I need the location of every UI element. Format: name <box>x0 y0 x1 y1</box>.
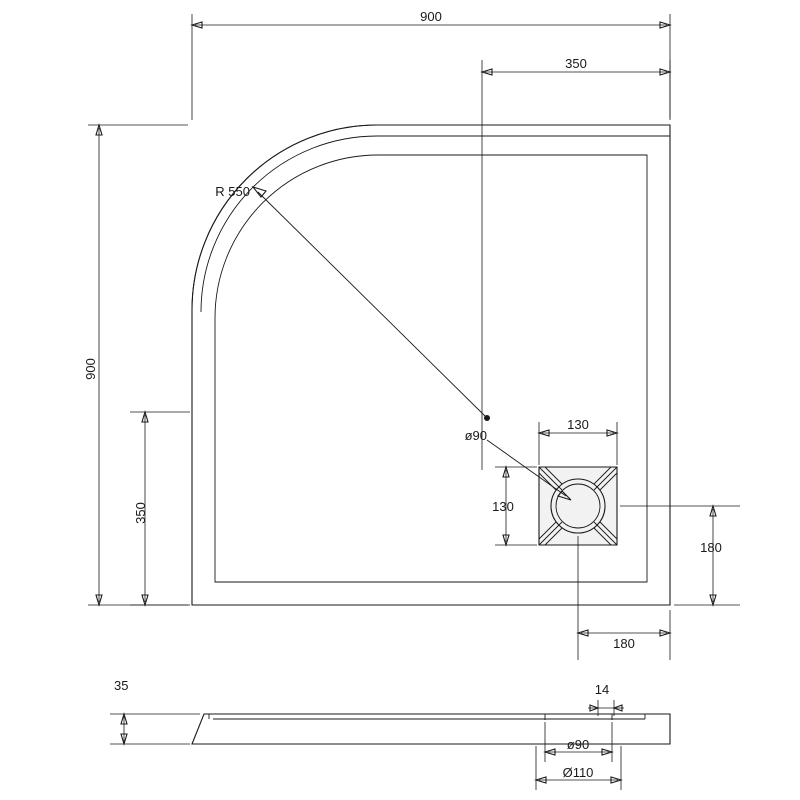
radius-label: R 550 <box>215 184 250 199</box>
dim-label-section-35: 35 <box>114 678 129 693</box>
dim-label-right-180: 180 <box>700 540 722 555</box>
dim-label-top-350: 350 <box>565 56 587 71</box>
section-body-outline <box>192 714 670 744</box>
dim-label-left-350: 350 <box>133 502 148 524</box>
dim-label-gully-130h: 130 <box>567 417 589 432</box>
radius-arrow <box>253 187 266 197</box>
tray-rim-bevel-inner <box>201 136 670 312</box>
radius-leader-line <box>258 192 487 418</box>
dim-label-sect-o90: ø90 <box>566 737 590 752</box>
dim-label-sect-o110: Ø110 <box>562 765 594 780</box>
dim-label-left-900: 900 <box>83 358 98 380</box>
dim-label-top-900: 900 <box>420 9 442 24</box>
dim-label-bottom-180: 180 <box>613 636 635 651</box>
dim-label-gully-130v: 130 <box>492 499 514 514</box>
drain-diameter-label: ø90 <box>464 428 487 443</box>
dim-label-14: 14 <box>594 682 610 697</box>
radius-centre-dot <box>484 415 490 421</box>
